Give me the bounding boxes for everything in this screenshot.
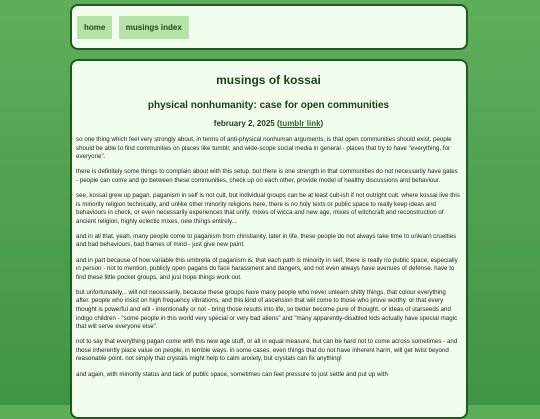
post-paragraph: see, kossai grew up pagan. paganism in self is not cult, but individual groups can be at least cult-ish if not outright cult. where kossai live this is minority religion technically, and unlike other minority religions here, there is no holy texts or public space to really keep ideas and behaviours in check, or even necessarily experiences that unify. mixes of wicca and new age, mixes of witchcraft and reconstruction of ancient religion, highly eclectic mixes, new things entirely... [76, 191, 460, 225]
date-close-paren: ) [320, 119, 324, 128]
nav-bar [70, 4, 468, 50]
post-paragraph: there is definitely some things to complain about with this setup, but there is one strength in that communities do not necessarily have gates - people can come and go between these communities, check up on each other, provide model of healthy discussions and behaviour. [76, 168, 458, 184]
post-paragraph: so one thing which feel very strongly about, in terms of anti-physical nonhuman arguments, is that open communities should exist. people should be able to find communities on places like tumblr, and wide-scope social media in general - places that try to have "everything, for everyone". [76, 136, 452, 161]
home-button[interactable]: home [77, 16, 112, 39]
post-paragraph: and in all that, yeah, many people come to paganism from christianity, later in life. these people do not always take time to unlearn cruelties and bad behaviours, bad frames of mind - just give new paint. [76, 232, 457, 249]
post-paragraph: not to say that everything pagan come with this new age stuff, or all in equal measure, but can be hard not to come across sometimes - and those inherently place value on people, in terrible ways. in some cases, even things that do not have inherent harm, will get twist beyond reasonable point. not simply that crystals might help to calm anxiety, but crystals can fix anything! [76, 338, 458, 363]
content-panel [70, 59, 468, 419]
site-title: musings of kossai [216, 73, 321, 87]
post-date: february 2, 2025 [213, 119, 275, 128]
post-paragraph: and in part because of how variable this umbrella of paganism is, that each path is minority in self, there is really no public space, especially in person - not to mention, publicly open pagans do face harassment and dangers, and not even always have avenues of defense. have to find these little pocket groups, and just hope things work out. [76, 256, 458, 281]
post-title: physical nonhumanity: case for open communities [147, 100, 390, 111]
post-date-line [76, 119, 461, 128]
musings-index-button[interactable]: musings index [119, 16, 189, 39]
post-paragraph: but unfortunately... will not necessarily. because these groups have many people who never unlearn shitty things, that colour everything after. people who insist on high frequency vibrations, and this kind of ascension that will come to those who prove worthy. or that every thought is powerful and will - intentionally or not - bring those results into life, so better become pure of thought. or ideas of starseeds and indigo children - "some people in this world very special or very bad aliens" and "many apparently-disabled kids actually have special magic that will serve everyone else". [76, 288, 458, 331]
tumblr-link[interactable]: tumblr link [279, 119, 321, 128]
post-paragraph: and again, with minority status and lack of public space, sometimes can feel pressure to just settle and put up with [76, 370, 388, 378]
date-open-paren: ( [276, 119, 280, 128]
